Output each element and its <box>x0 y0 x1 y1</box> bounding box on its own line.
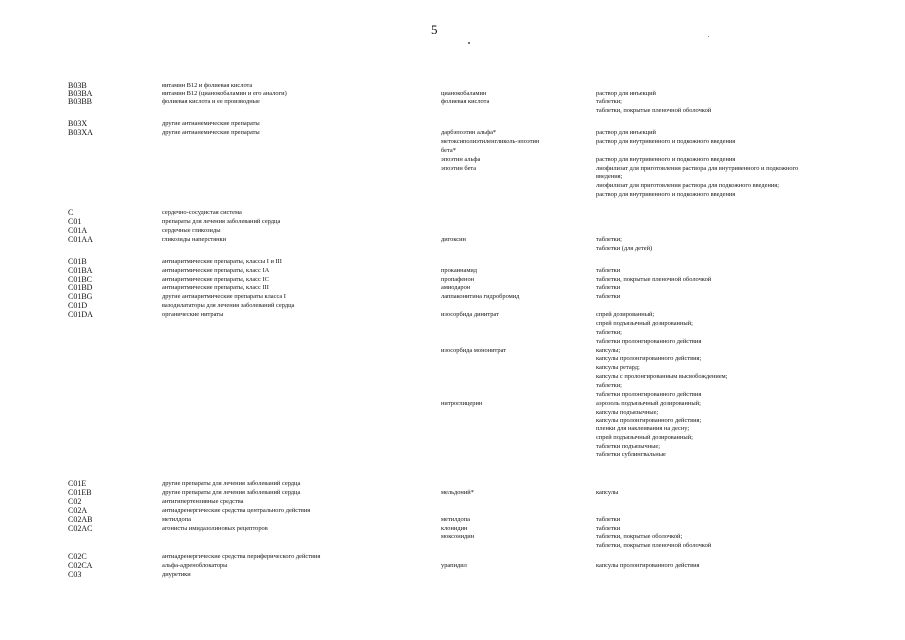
table-row <box>0 363 905 372</box>
dosage-form-cell: раствор для инъекций <box>596 129 656 136</box>
atc-code-cell: C01D <box>68 301 88 310</box>
table-row <box>0 208 905 217</box>
atc-code-cell: C01BA <box>68 266 93 275</box>
atc-code-cell: C01E <box>68 479 87 488</box>
drug-name-cell: метоксиполиэтиленгликоль-эпоэтин <box>441 138 540 145</box>
dosage-form-cell: лиофилизат для приготовления раствора для подкожного введения; <box>596 182 779 189</box>
table-row <box>0 97 905 106</box>
dosage-form-cell: спрей дозированный; <box>596 311 655 318</box>
page-number: 5 <box>431 22 438 37</box>
atc-group-cell: альфа-адреноблокаторы <box>162 562 228 569</box>
dosage-form-cell: капсулы; <box>596 347 621 354</box>
atc-group-cell: диуретики <box>162 571 191 578</box>
atc-code-cell: B03BA <box>68 89 93 98</box>
drug-name-cell: изосорбида динитрат <box>441 311 499 318</box>
dosage-form-cell: таблетки, покрытые пленочной оболочкой <box>596 276 712 283</box>
table-row <box>0 515 905 524</box>
atc-group-cell: антиаритмические препараты, класс IC <box>162 276 269 283</box>
table-row <box>0 301 905 310</box>
atc-code-cell: C02A <box>68 506 88 515</box>
drug-name-cell: клонидин <box>441 525 468 532</box>
dosage-form-cell: таблетки; <box>596 236 622 243</box>
dosage-form-cell: таблетки сублингвальные <box>596 451 666 458</box>
atc-code-cell: C02AC <box>68 524 93 533</box>
table-row <box>0 450 905 459</box>
table-row <box>0 552 905 561</box>
atc-code-cell: C01A <box>68 226 88 235</box>
drug-name-cell: бета* <box>441 147 456 154</box>
atc-group-cell: антиаритмические препараты, класс III <box>162 284 269 291</box>
atc-group-cell: другие препараты для лечения заболеваний сердца <box>162 480 301 487</box>
atc-code-cell: C02 <box>68 497 82 506</box>
drug-name-cell: амиодарон <box>441 284 471 291</box>
dosage-form-cell: таблетки <box>596 525 621 532</box>
table-row <box>0 506 905 515</box>
atc-group-cell: антиаритмические препараты, классы I и III <box>162 258 282 265</box>
drug-name-cell: пропафенон <box>441 276 475 283</box>
dosage-form-cell: таблетки; <box>596 98 622 105</box>
dosage-form-cell: введения; <box>596 173 623 180</box>
atc-code-cell: C01EB <box>68 488 92 497</box>
atc-group-cell: другие препараты для лечения заболеваний сердца <box>162 489 301 496</box>
atc-group-cell: другие антиаритмические препараты класса I <box>162 293 286 300</box>
drug-name-cell: нитроглицерин <box>441 400 483 407</box>
atc-group-cell: метилдопа <box>162 516 191 523</box>
table-row <box>0 337 905 346</box>
table-row <box>0 328 905 337</box>
table-row <box>0 354 905 363</box>
dosage-form-cell: капсулы подъязычные; <box>596 409 659 416</box>
dosage-form-cell: таблетки <box>596 284 621 291</box>
dosage-form-cell: раствор для внутривенного и подкожного введения <box>596 191 736 198</box>
drug-name-cell: дарбэпоэтин альфа* <box>441 129 497 136</box>
dosage-form-cell: капсулы пролонгированного действия; <box>596 417 702 424</box>
atc-code-cell: C01BD <box>68 283 93 292</box>
atc-code-cell: B03XA <box>68 128 93 137</box>
table-row <box>0 372 905 381</box>
table-row <box>0 235 905 244</box>
table-row <box>0 257 905 266</box>
table-row <box>0 310 905 319</box>
drug-name-cell: мельдоний* <box>441 489 474 496</box>
dosage-form-cell: таблетки, покрытые пленочной оболочкой <box>596 542 712 549</box>
table-row <box>0 319 905 328</box>
dosage-form-cell: раствор для инъекций <box>596 90 656 97</box>
table-row <box>0 181 905 190</box>
atc-code-cell: C02CA <box>68 561 93 570</box>
table-row <box>0 172 905 181</box>
atc-group-cell: витамин В12 (цианокобаламин и его аналоги) <box>162 90 287 97</box>
dosage-form-cell: капсулы ретард; <box>596 364 640 371</box>
atc-group-cell: препараты для лечения заболеваний сердца <box>162 218 281 225</box>
atc-group-cell: сердечные гликозиды <box>162 227 221 234</box>
atc-group-cell: фолиевая кислота и ее производные <box>162 98 260 105</box>
table-row <box>0 488 905 497</box>
atc-code-cell: C01AA <box>68 235 93 244</box>
scan-speck <box>708 36 709 37</box>
atc-code-cell: C03 <box>68 570 82 579</box>
dosage-form-cell: таблетки; <box>596 382 622 389</box>
atc-group-cell: антиаритмические препараты, класс IA <box>162 267 270 274</box>
table-row <box>0 217 905 226</box>
dosage-form-cell: таблетки <box>596 293 621 300</box>
table-row <box>0 497 905 506</box>
atc-group-cell: антигипертензивные средства <box>162 498 244 505</box>
atc-code-cell: C01 <box>68 217 82 226</box>
atc-group-cell: органические нитраты <box>162 311 224 318</box>
drug-name-cell: эпоэтин бета <box>441 165 477 172</box>
atc-group-cell: антиадренергические средства периферического действия <box>162 553 321 560</box>
atc-code-cell: C01BC <box>68 275 93 284</box>
dosage-form-cell: таблетки подъязычные; <box>596 443 661 450</box>
atc-group-cell: агонисты имидазолиновых рецепторов <box>162 525 268 532</box>
drug-name-cell: лаппаконитина гидробромид <box>441 293 520 300</box>
table-row <box>0 190 905 199</box>
atc-code-cell: C02C <box>68 552 87 561</box>
dosage-form-cell: капсулы <box>596 489 619 496</box>
table-row <box>0 226 905 235</box>
table-row <box>0 433 905 442</box>
atc-code-cell: B03X <box>68 119 88 128</box>
drug-name-cell: фолиевая кислота <box>441 98 490 105</box>
drug-name-cell: эпоэтин альфа <box>441 156 481 163</box>
dosage-form-cell: аэрозоль подъязычный дозированный; <box>596 400 701 407</box>
dosage-form-cell: раствор для внутривенного и подкожного введения <box>596 138 736 145</box>
dosage-form-cell: таблетки, покрытые оболочкой; <box>596 533 683 540</box>
drug-name-cell: моксонидин <box>441 533 475 540</box>
dosage-form-cell: спрей подъязычный дозированный; <box>596 434 693 441</box>
atc-code-cell: C02AB <box>68 515 93 524</box>
dosage-form-cell: таблетки, покрытые пленочной оболочкой <box>596 107 712 114</box>
atc-group-cell: сердечно-сосудистая система <box>162 209 242 216</box>
dosage-form-cell: таблетки пролонгированного действия <box>596 391 702 398</box>
table-row <box>0 119 905 128</box>
drug-name-cell: урапидил <box>441 562 467 569</box>
table-row <box>0 137 905 146</box>
dosage-form-cell: лиофилизат для приготовления раствора для внутривенного и подкожного <box>596 165 799 172</box>
dosage-form-cell: таблетки <box>596 516 621 523</box>
atc-group-cell: витамин В12 и фолиевая кислота <box>162 82 253 89</box>
atc-group-cell: другие антианемические препараты <box>162 129 260 136</box>
dosage-form-cell: таблетки пролонгированного действия <box>596 338 702 345</box>
table-row <box>0 146 905 155</box>
atc-code-cell: B03BB <box>68 97 93 106</box>
drug-name-cell: прокаинамид <box>441 267 478 274</box>
dosage-form-cell: таблетки (для детей) <box>596 245 653 252</box>
dosage-form-cell: раствор для внутривенного и подкожного введения <box>596 156 736 163</box>
table-row <box>0 532 905 541</box>
table-row <box>0 561 905 570</box>
table-row <box>0 399 905 408</box>
atc-group-cell: гликозиды наперстянки <box>162 236 227 243</box>
dosage-form-cell: спрей подъязычный дозированный; <box>596 320 693 327</box>
table-row <box>0 155 905 164</box>
table-row <box>0 381 905 390</box>
atc-group-cell: антиадренергические средства центрального действия <box>162 507 311 514</box>
dosage-form-cell: таблетки <box>596 267 621 274</box>
dosage-form-cell: пленки для наклеивания на десну; <box>596 425 690 432</box>
dosage-form-cell: таблетки; <box>596 329 622 336</box>
dosage-form-cell: капсулы пролонгированного действия <box>596 562 700 569</box>
table-row <box>0 283 905 292</box>
atc-code-cell: B03B <box>68 81 87 90</box>
table-row <box>0 266 905 275</box>
table-row <box>0 570 905 579</box>
drug-name-cell: изосорбида мононитрат <box>441 347 507 354</box>
dosage-form-cell: капсулы пролонгированного действия; <box>596 355 702 362</box>
table-row <box>0 244 905 253</box>
drug-name-cell: метилдопа <box>441 516 470 523</box>
atc-group-cell: вазодилататоры для лечения заболеваний сердца <box>162 302 295 309</box>
table-row <box>0 390 905 399</box>
drug-name-cell: цианокобаламин <box>441 90 487 97</box>
table-row <box>0 106 905 115</box>
atc-group-cell: другие антианемические препараты <box>162 120 260 127</box>
atc-code-cell: C01B <box>68 257 87 266</box>
table-row <box>0 541 905 550</box>
atc-code-cell: C01BG <box>68 292 93 301</box>
dosage-form-cell: капсулы с пролонгированным высвобождением; <box>596 373 728 380</box>
table-row <box>0 424 905 433</box>
table-row <box>0 128 905 137</box>
table-row <box>0 292 905 301</box>
atc-code-cell: C <box>68 208 74 217</box>
table-row <box>0 479 905 488</box>
scan-speck <box>468 42 470 44</box>
atc-code-cell: C01DA <box>68 310 93 319</box>
drug-name-cell: дигоксин <box>441 236 466 243</box>
